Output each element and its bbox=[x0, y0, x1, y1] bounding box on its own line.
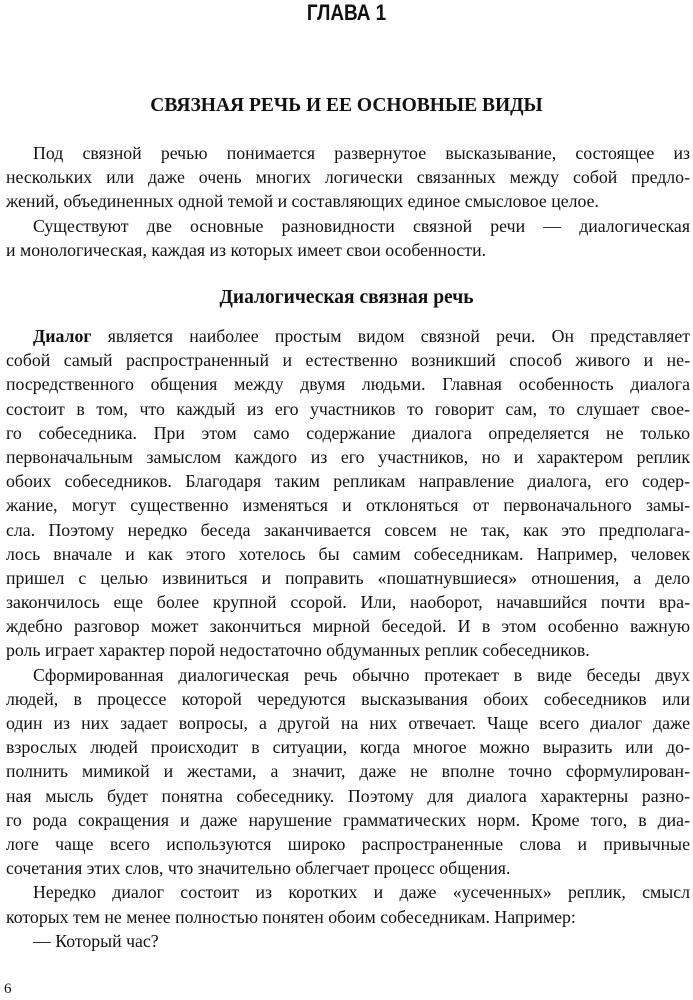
text-line: Под связной речью понимается развернутое высказывание, состоящее из bbox=[33, 143, 690, 163]
text-line: жание, могут существенно изменяться и отклоняться от первоначального замы- bbox=[6, 495, 690, 516]
text-line bbox=[6, 324, 690, 348]
text-line: жений, объединенных одной темой и составляющих единое смысловое целое. bbox=[6, 191, 599, 212]
text-line: ждебно разговор может закончиться мирной беседой. И в этом особенно важную bbox=[6, 616, 690, 637]
text-line: го рода сокращения и даже нарушение грамматических норм. Кроме того, в диа- bbox=[6, 809, 690, 830]
text-line: го собеседника. При этом само содержание диалога определяется не только bbox=[6, 422, 690, 443]
text-line: Нередко диалог состоит из коротких и даже «усеченных» реплик, смысл bbox=[33, 882, 690, 903]
text-line: которых тем не менее полностью понятен обоим собеседникам. Например: bbox=[6, 906, 576, 927]
dialog-text bbox=[6, 324, 690, 953]
text-line: сочетания этих слов, что значительно облегчает процесс общения. bbox=[6, 858, 511, 879]
text-line: Сформированная диалогическая речь обычно протекает в виде беседы двух bbox=[33, 664, 690, 685]
text-line: Существуют две основные разновидности связной речи — диалогическая bbox=[33, 215, 690, 236]
text-line: первоначальным замыслом каждого из его участников, но и характером реплик bbox=[6, 446, 690, 467]
text-line: и монологическая, каждая из которых имеет свои особенности. bbox=[6, 239, 487, 260]
text-line: нескольких или даже очень многих логически связанных между собой предло- bbox=[6, 167, 690, 188]
text-line: обоих собеседников. Благодаря таким репликам направление диалога, его содер- bbox=[6, 471, 690, 492]
text-line: сла. Поэтому нередко беседа заканчивается совсем не так, как это предполага- bbox=[6, 519, 690, 540]
text-line: людей, в процессе которой чередуются высказывания обоих собеседников или bbox=[6, 688, 690, 709]
text-line: один из них задает вопросы, а другой на них отвечает. Чаще всего диалог даже bbox=[6, 713, 690, 733]
text-line: взрослых людей происходит в ситуации, когда многое можно выразить или до- bbox=[6, 737, 690, 758]
subsection-title: Диалогическая связная речь bbox=[219, 287, 474, 308]
chapter-title: ГЛАВА 1 bbox=[306, 0, 387, 25]
text-line: лось вначале и как этого хотелось бы самим собеседникам. Например, человек bbox=[6, 543, 690, 564]
text-line: состоит в том, что каждый из его участников то говорит сам, то слушает свое- bbox=[6, 398, 690, 419]
text-line: роль играет характер порой недостаточно обдуманных реплик собеседников. bbox=[6, 640, 590, 661]
page-number: 6 bbox=[4, 981, 12, 997]
section-title: СВЯЗНАЯ РЕЧЬ И ЕЕ ОСНОВНЫЕ ВИДЫ bbox=[150, 95, 543, 116]
dialog-term: Диалог bbox=[33, 326, 92, 346]
text-line: ная мысль будет понятна собеседнику. Поэтому для диалога характерны разно- bbox=[6, 785, 690, 806]
text-line: — Который час? bbox=[33, 930, 159, 951]
text-line: логе чаще всего используются широко распространенные слова и привычные bbox=[6, 833, 690, 854]
intro-text bbox=[6, 141, 690, 262]
text-line: посредственного общения между двумя людьми. Главная особенность диалога bbox=[6, 374, 690, 395]
text-line: закончилось еще более крупной ссорой. Или, наоборот, начавшийся почти вра- bbox=[6, 592, 690, 613]
text-line: полнить мимикой и жестами, а значит, даже не вполне точно сформулирован- bbox=[6, 761, 690, 782]
text-line: собой самый распространенный и естественно возникший способ живого и не- bbox=[6, 350, 690, 371]
text-fragment: является наиболее простым видом связной речи. Он представляет bbox=[91, 326, 690, 346]
text-line: пришел с целью извиниться и поправить «пошатнувшиеся» отношения, а дело bbox=[6, 567, 690, 588]
